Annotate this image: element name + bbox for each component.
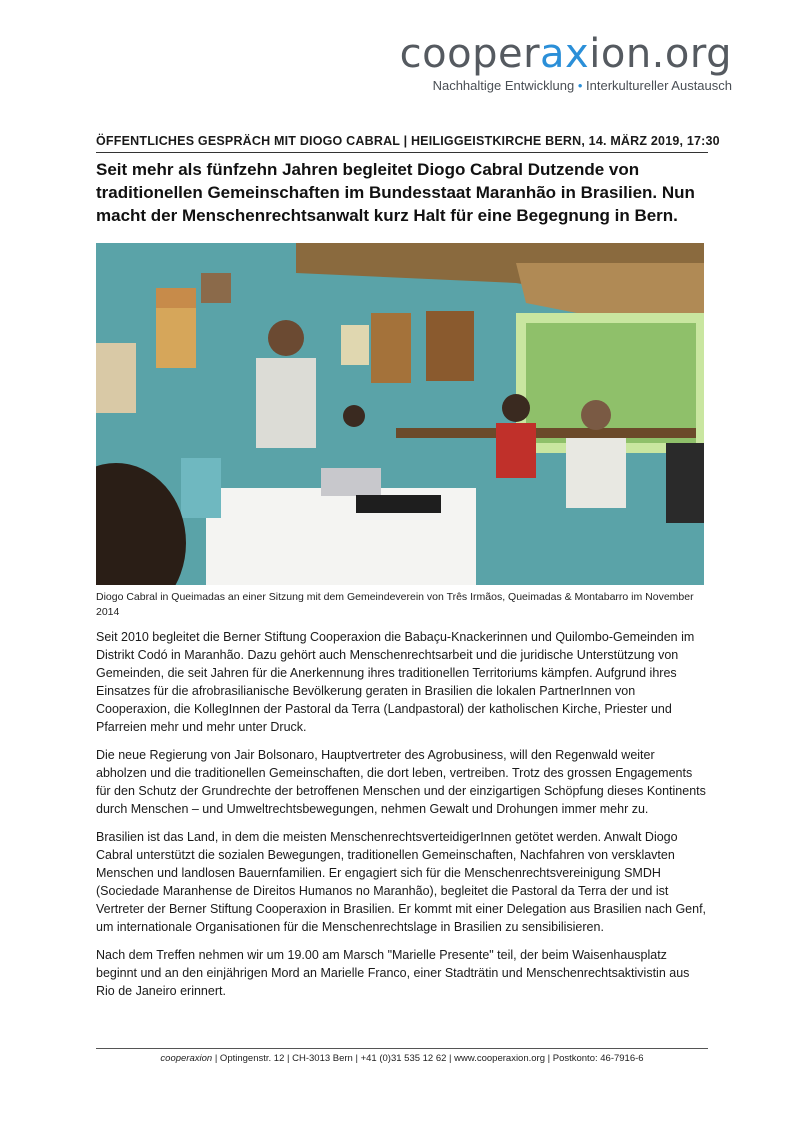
meeting-photo: [96, 243, 704, 585]
footer-address: | Optingenstr. 12 | CH-3013 Bern | +41 (0)31 535 12 62 | www.cooperaxion.org | Postkonto: 46-7916-6: [212, 1053, 644, 1064]
logo-tagline: Nachhaltige Entwicklung • Interkultureller Austausch: [432, 78, 732, 93]
logo-wordmark: cooperaxion.org: [399, 31, 732, 77]
paragraph-2: Die neue Regierung von Jair Bolsonaro, Hauptvertreter des Agrobusiness, will den Regenwald weiter abholzen und die traditionellen Gemeinschaften, die dort leben, vertreiben. Trotz des grossen Engagements für den Schutz der Grundrechte der betroffenen Menschen und der einzigartigen Schöpfung dieses Kontinents durch Menschen – und Umweltrechtsbewegungen, nehmen Gewalt und Drohungen immer mehr zu.: [96, 748, 706, 816]
lead-paragraph: Seit mehr als fünfzehn Jahren begleitet Diogo Cabral Dutzende von traditionellen Gemeinschaften im Bundesstaat Maranhão in Brasilien. Nun macht der Menschenrechtsanwalt kurz Halt für eine Begegnung in Bern.: [96, 160, 695, 225]
paragraph-3: Brasilien ist das Land, in dem die meisten MenschenrechtsverteidigerInnen getötet werden. Anwalt Diogo Cabral unterstützt die sozialen Bewegungen, traditionellen Gemeinschaften, Nachfahren von versklavten Menschen und landlosen Bauernfamilien. Er engagiert sich für die Menschenrechtsvereinigung SMDH (Sociedade Maranhense de Direitos Humanos no Maranhão), begleitet die Pastoral da Terra der und ist Vertreter der Berner Stiftung Cooperaxion in Brasilien. Er kommt mit einer Delegation aus Brasilien nach Genf, um internationale Organisationen für die Menschenrechtslage in Brasilien zu sensibilisieren.: [96, 830, 707, 934]
paragraph-1: Seit 2010 begleitet die Berner Stiftung Cooperaxion die Babaçu-Knackerinnen und Quilombo-Gemeinden im Distrikt Codó in Maranhão. Dazu gehört auch Menschenrechtsarbeit und die juridische Unterstützung von Gemeinden, die seit Jahren für die Anerkennung ihres traditionellen Territoriums kämpfen. Aufgrund ihres Einsatzes für die afrobrasilianische Bevölkerung geraten in Brasilien die lokalen PartnerInnen von Cooperaxion, die KollegInnen der Pastoral da Terra (Landpastoral) der katholischen Kirche, Priester und Pfarreien mehr und mehr unter Druck.: [96, 630, 695, 734]
footer-org: cooperaxion: [160, 1053, 213, 1064]
cooperaxion-logo: [400, 32, 732, 93]
photo-caption: Diogo Cabral in Queimadas an einer Sitzung mit dem Gemeindeverein von Três Irmãos, Queimadas & Montabarro im November 2014: [96, 591, 694, 618]
article-body: [96, 628, 708, 1010]
paragraph-4: Nach dem Treffen nehmen wir um 19.00 am Marsch "Marielle Presente" teil, der beim Waisenhausplatz beginnt und an den einjährigen Mord an Marielle Franco, einer Stadträtin und Menschenrechtsaktivistin aus Rio de Janeiro erinnert.: [96, 948, 690, 998]
event-heading: ÖFFENTLICHES GESPRÄCH MIT DIOGO CABRAL | HEILIGGEISTKIRCHE BERN, 14. MÄRZ 2019, 17:30: [96, 134, 708, 153]
footer-contact: [96, 1048, 708, 1064]
